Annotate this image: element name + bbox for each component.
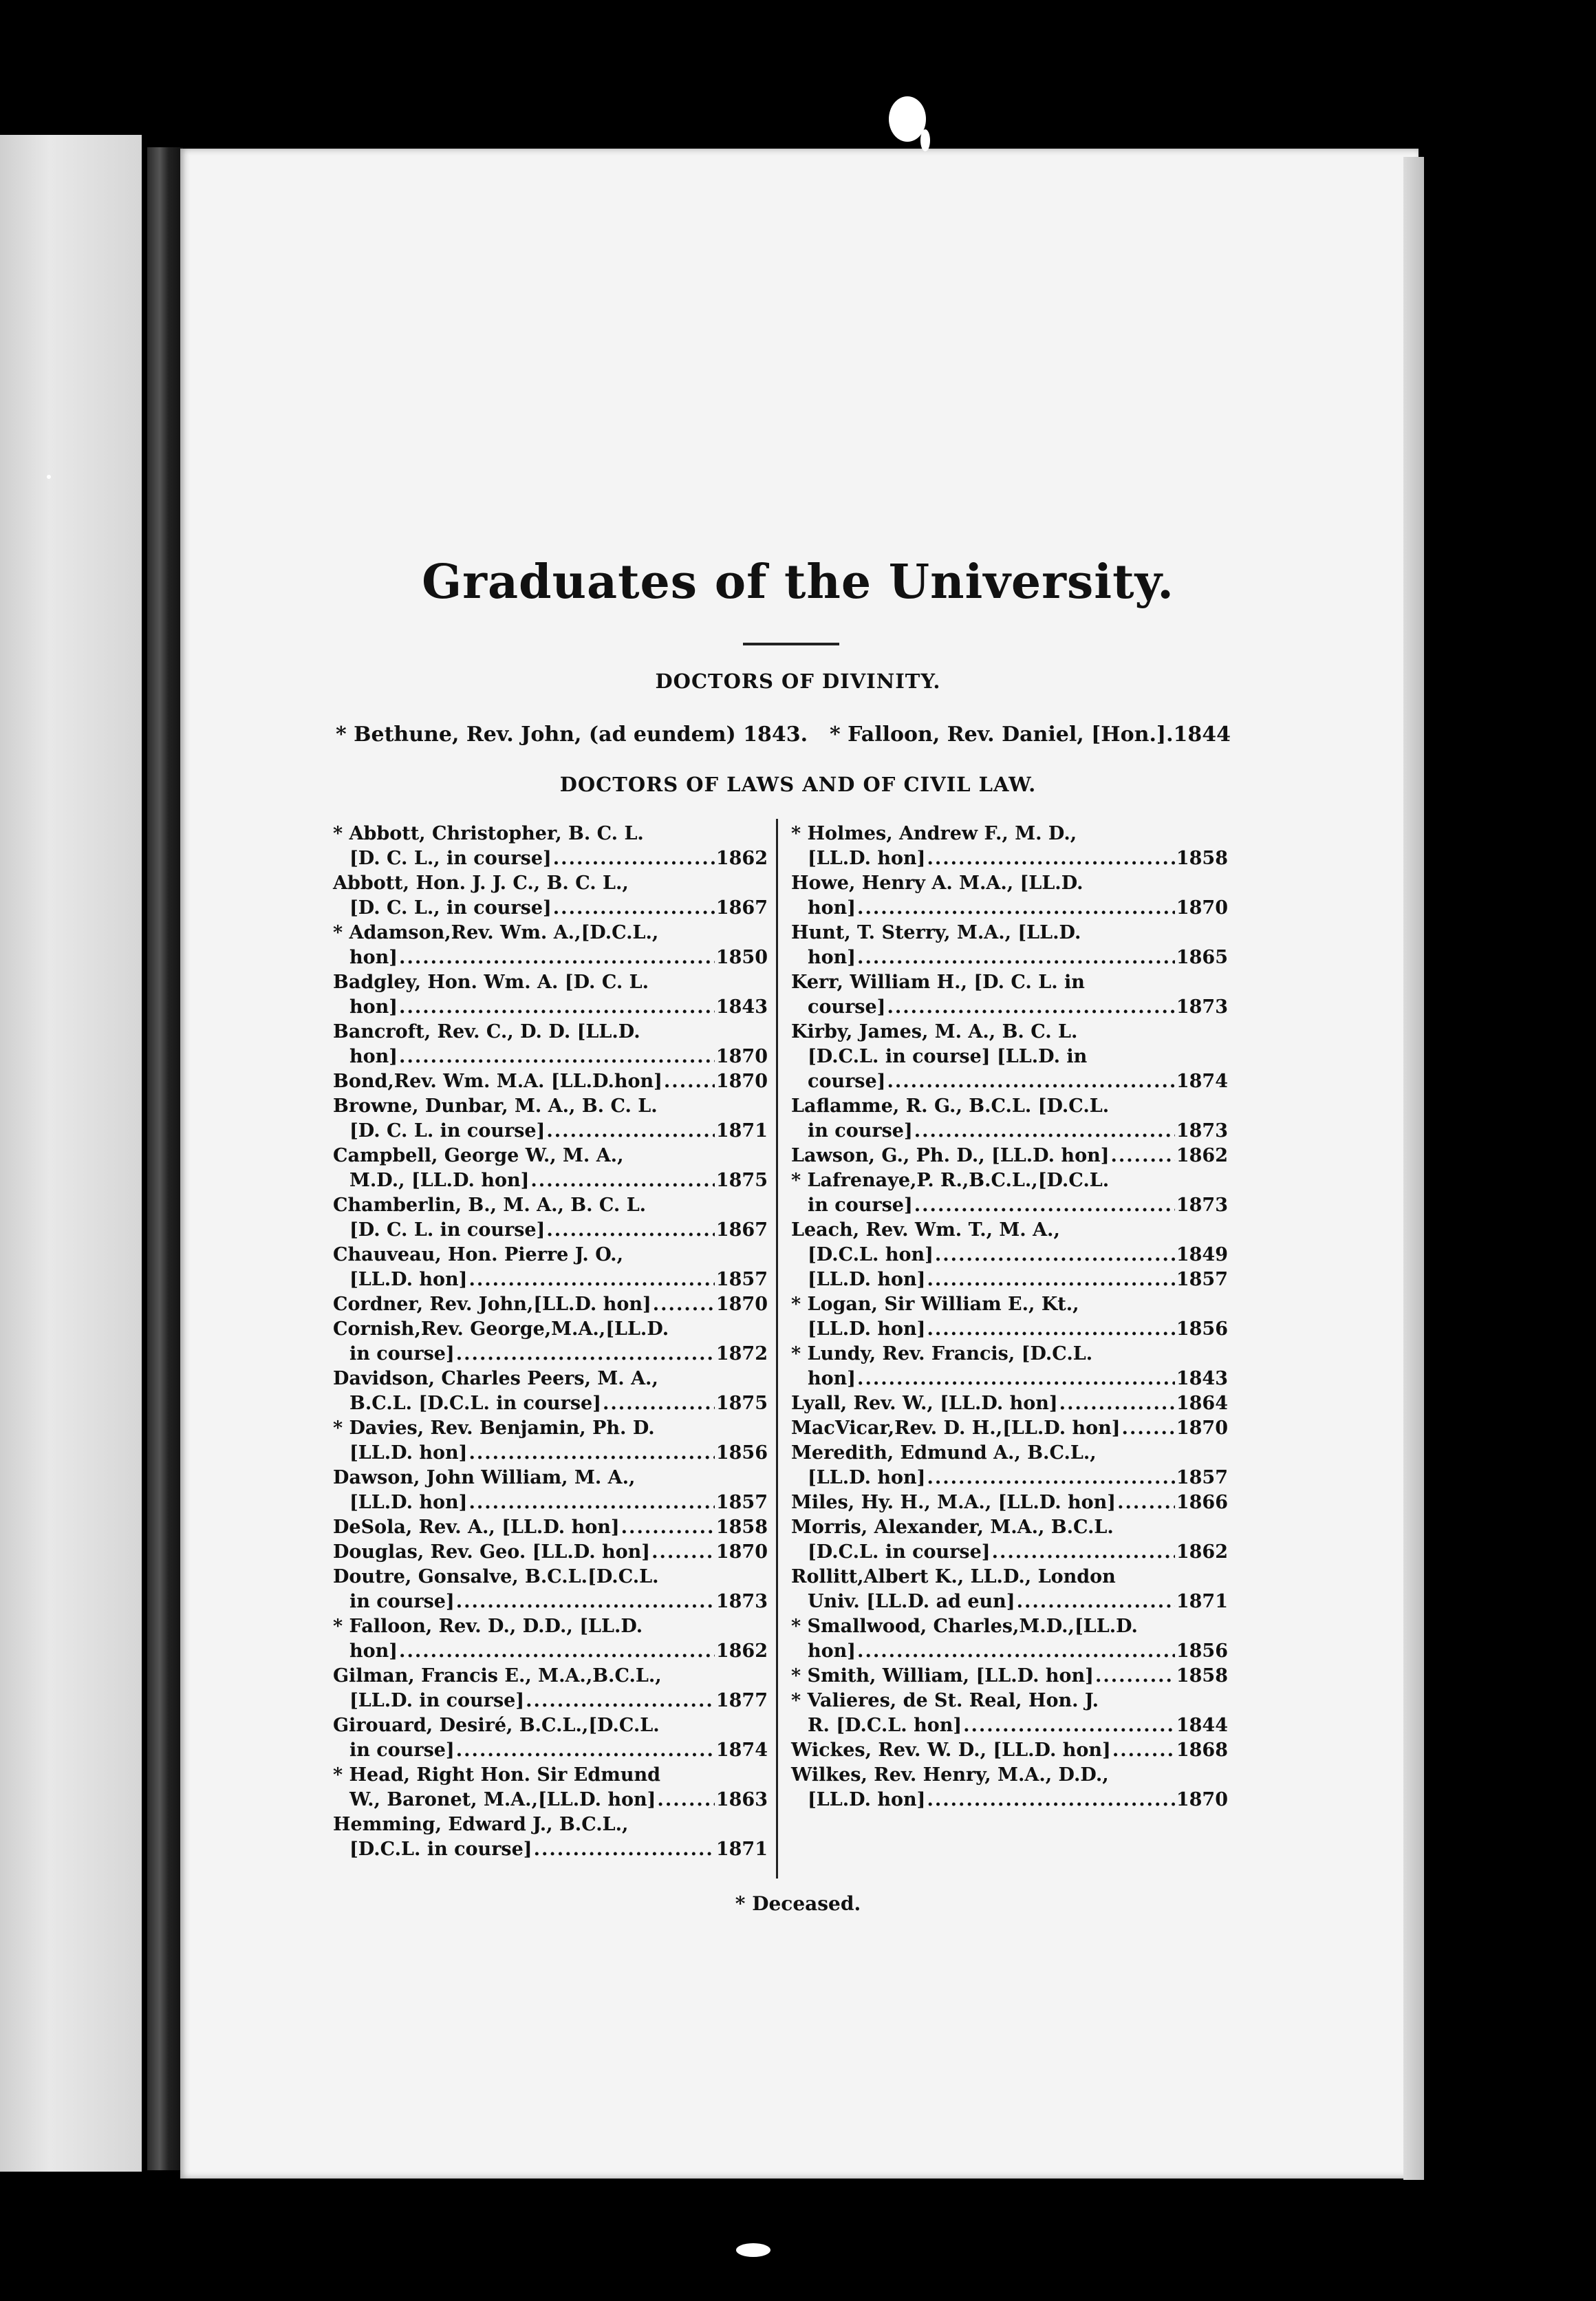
leader-dots [963,1713,1175,1738]
entry-year: 1867 [715,1219,768,1241]
entry-line [791,970,1228,995]
entry-year: 1873 [1176,996,1228,1018]
entry-text: * Holmes, Andrew F., M. D., [791,823,1077,844]
divinity-entry: * Bethune, Rev. John, (ad eundem) 1843. [336,723,808,747]
entry-text: [D.C.L. in course] [349,1839,532,1860]
entry-line [333,1267,768,1292]
entry-text: M.D., [LL.D. hon] [349,1170,530,1191]
entry-text: hon] [349,1640,398,1662]
entry-line [791,1738,1228,1763]
entry-text: Chauveau, Hon. Pierre J. O., [333,1244,623,1265]
entry-year: 1875 [715,1170,768,1191]
entry-text: hon] [808,1640,856,1662]
leader-dots [935,1243,1175,1267]
entry-year: 1871 [715,1839,768,1860]
entry-text: [LL.D. hon] [808,1318,926,1340]
entry-line [333,1590,768,1614]
entry-text: hon] [349,996,398,1018]
entry-year: 1862 [1176,1541,1228,1563]
leader-dots [399,995,715,1020]
leader-dots [534,1837,715,1862]
entry-line [333,1664,768,1689]
entry-text: * Smallwood, Charles,M.D.,[LL.D. [791,1616,1138,1637]
entry-line [333,1763,768,1788]
entry-line [791,1490,1228,1515]
entry-line [791,995,1228,1020]
entry-text: [D. C. L. in course] [349,1219,546,1241]
leader-dots [927,1788,1174,1812]
entry-line [333,1094,768,1119]
entry-year: 1856 [1176,1318,1228,1340]
entry-text: Morris, Alexander, M.A., B.C.L. [791,1517,1114,1538]
entry-text: hon] [808,897,856,919]
entry-line [791,1045,1228,1069]
entry-text: * Falloon, Rev. D., D.D., [LL.D. [333,1616,643,1637]
entry-line [333,822,768,846]
entry-year: 1871 [1176,1591,1228,1612]
entry-year: 1877 [715,1690,768,1711]
entry-year: 1862 [715,1640,768,1662]
entry-text: * Head, Right Hon. Sir Edmund [333,1764,660,1786]
entry-year: 1865 [1176,947,1228,968]
leader-dots [399,1045,715,1069]
entry-line [791,1119,1228,1144]
entry-line [791,1614,1228,1639]
entry-line [333,1713,768,1738]
leader-dots [456,1342,715,1367]
entry-line [333,1788,768,1812]
entry-line [333,1020,768,1045]
entry-text: R. [D.C.L. hon] [808,1715,962,1736]
entry-line [791,1590,1228,1614]
leader-dots [927,1317,1174,1342]
entry-year: 1872 [715,1343,768,1364]
entry-line [791,822,1228,846]
entry-line [791,1416,1228,1441]
leader-dots [653,1292,715,1317]
entry-line [333,1218,768,1243]
entry-text: [D.C.L. hon] [808,1244,934,1265]
entry-line [333,1069,768,1094]
scan-speck [920,129,930,151]
entry-line [791,1763,1228,1788]
leader-dots [468,1267,714,1292]
entry-year: 1875 [715,1393,768,1414]
entry-year: 1870 [715,1071,768,1092]
entry-line [333,1045,768,1069]
entry-line [333,1466,768,1490]
entry-year: 1856 [1176,1640,1228,1662]
entry-text: Douglas, Rev. Geo. [LL.D. hon] [333,1541,651,1563]
entry-text: Lyall, Rev. W., [LL.D. hon] [791,1393,1058,1414]
entry-year: 1873 [1176,1120,1228,1142]
entry-line [791,1317,1228,1342]
leader-dots [526,1689,715,1713]
entry-text: in course] [808,1120,913,1142]
leader-dots [1122,1416,1175,1441]
entry-line [333,1367,768,1391]
entry-line [333,1292,768,1317]
entry-text: Dawson, John William, M. A., [333,1467,636,1488]
entry-text: Hemming, Edward J., B.C.L., [333,1814,629,1835]
entry-year: 1866 [1176,1492,1228,1513]
entry-year: 1850 [715,947,768,968]
leader-dots [857,1367,1175,1391]
entry-text: * Abbott, Christopher, B. C. L. [333,823,644,844]
entry-year: 1856 [715,1442,768,1464]
entry-text: Laflamme, R. G., B.C.L. [D.C.L. [791,1095,1110,1117]
entry-year: 1874 [715,1740,768,1761]
entry-text: Abbott, Hon. J. J. C., B. C. L., [333,873,629,894]
section-heading-divinity: DOCTORS OF DIVINITY. [655,670,941,693]
entry-year: 1844 [1176,1715,1228,1736]
entry-line [791,1218,1228,1243]
entries-right-column [791,822,1228,1812]
entry-text: hon] [808,947,856,968]
entry-line [333,1168,768,1193]
entry-line [333,921,768,945]
leader-dots [1112,1738,1175,1763]
page-edge [1403,157,1424,2180]
entry-year: 1862 [715,848,768,869]
entry-text: * Davies, Rev. Benjamin, Ph. D. [333,1417,655,1439]
entry-year: 1870 [715,1294,768,1315]
previous-page-edge [0,135,142,2172]
entry-text: [LL.D. hon] [349,1442,468,1464]
entry-year: 1873 [715,1591,768,1612]
entry-line [791,1689,1228,1713]
entry-year: 1857 [715,1269,768,1290]
book-gutter [147,147,183,2170]
entry-year: 1843 [715,996,768,1018]
entry-year: 1857 [1176,1269,1228,1290]
leader-dots [456,1738,715,1763]
entry-line [791,1540,1228,1565]
scan-speck [47,475,51,479]
entry-text: in course] [349,1740,455,1761]
entry-line [333,1441,768,1466]
leader-dots [399,945,715,970]
entry-text: [LL.D. hon] [349,1269,468,1290]
entry-year: 1873 [1176,1195,1228,1216]
entry-year: 1870 [1176,1417,1228,1439]
entry-line [791,1713,1228,1738]
entry-text: Howe, Henry A. M.A., [LL.D. [791,873,1083,894]
entry-text: hon] [808,1368,856,1389]
leader-dots [887,995,1174,1020]
entry-line [791,945,1228,970]
entry-text: * Lundy, Rev. Francis, [D.C.L. [791,1343,1093,1364]
entry-text: in course] [808,1195,913,1216]
entry-text: Miles, Hy. H., M.A., [LL.D. hon] [791,1492,1117,1513]
entry-text: [LL.D. in course] [349,1690,525,1711]
entry-text: Kerr, William H., [D. C. L. in [791,972,1085,993]
entry-line [791,1788,1228,1812]
entry-year: 1858 [1176,1665,1228,1687]
entry-text: [D. C. L. in course] [349,1120,546,1142]
leader-dots [621,1515,715,1540]
divinity-entry: * Falloon, Rev. Daniel, [Hon.].1844 [830,723,1231,747]
entry-text: * Smith, William, [LL.D. hon] [791,1665,1094,1687]
entry-text: Chamberlin, B., M. A., B. C. L. [333,1195,647,1216]
entry-line [333,1639,768,1664]
leader-dots [553,846,715,871]
entry-year: 1870 [715,1046,768,1067]
entry-text: [LL.D. hon] [349,1492,468,1513]
entry-year: 1862 [1176,1145,1228,1166]
entry-text: Browne, Dunbar, M. A., B. C. L. [333,1095,658,1117]
entry-line [333,1391,768,1416]
entry-text: [LL.D. hon] [808,1789,926,1810]
entry-line [333,1565,768,1590]
entry-year: 1870 [1176,897,1228,919]
entry-text: Hunt, T. Sterry, M.A., [LL.D. [791,922,1081,943]
entry-text: Wilkes, Rev. Henry, M.A., D.D., [791,1764,1109,1786]
entry-text: Davidson, Charles Peers, M. A., [333,1368,658,1389]
entry-line [791,1342,1228,1367]
leader-dots [1017,1590,1175,1614]
entry-text: Girouard, Desiré, B.C.L.,[D.C.L. [333,1715,660,1736]
entry-line [333,1540,768,1565]
entry-line [791,1664,1228,1689]
entry-year: 1871 [715,1120,768,1142]
entry-text: hon] [349,947,398,968]
entry-year: 1864 [1176,1393,1228,1414]
leader-dots [399,1639,715,1664]
leader-dots [914,1119,1175,1144]
entry-line [333,970,768,995]
entry-text: [D.C.L. in course] [808,1541,991,1563]
entry-line [333,871,768,896]
entry-text: Wickes, Rev. W. D., [LL.D. hon] [791,1740,1111,1761]
entry-text: Lawson, G., Ph. D., [LL.D. hon] [791,1145,1110,1166]
leader-dots [546,1218,714,1243]
entry-line [333,1416,768,1441]
leader-dots [992,1540,1175,1565]
leader-dots [927,1267,1174,1292]
leader-dots [857,945,1175,970]
leader-dots [456,1590,715,1614]
entry-text: * Adamson,Rev. Wm. A.,[D.C.L., [333,922,659,943]
entry-text: [D. C. L., in course] [349,848,552,869]
entry-text: B.C.L. [D.C.L. in course] [349,1393,601,1414]
entry-line [791,1094,1228,1119]
entry-year: 1863 [715,1789,768,1810]
entry-text: [D. C. L., in course] [349,897,552,919]
entry-text: Campbell, George W., M. A., [333,1145,624,1166]
entry-year: 1868 [1176,1740,1228,1761]
column-divider [776,819,778,1879]
entry-text: MacVicar,Rev. D. H.,[LL.D. hon] [791,1417,1121,1439]
entry-year: 1870 [1176,1789,1228,1810]
entry-line [791,1144,1228,1168]
entry-text: * Lafrenaye,P. R.,B.C.L.,[D.C.L. [791,1170,1110,1191]
entry-line [333,1193,768,1218]
entry-year: 1858 [715,1517,768,1538]
entry-text: Leach, Rev. Wm. T., M. A., [791,1219,1060,1241]
entry-line [333,995,768,1020]
leader-dots [1117,1490,1175,1515]
leader-dots [927,846,1174,871]
leader-dots [553,896,715,921]
entry-text: course] [808,1071,886,1092]
entry-year: 1867 [715,897,768,919]
entry-line [333,1812,768,1837]
entry-line [333,1342,768,1367]
entry-line [333,1119,768,1144]
entry-line [791,846,1228,871]
title-rule [743,643,839,645]
entry-line [791,1069,1228,1094]
entry-line [791,1515,1228,1540]
entry-text: Bancroft, Rev. C., D. D. [LL.D. [333,1021,640,1042]
entry-line [791,1466,1228,1490]
scan-speck [736,2243,770,2257]
entry-line [791,1639,1228,1664]
entry-line [333,1689,768,1713]
entry-text: [LL.D. hon] [808,1467,926,1488]
entry-line [333,1837,768,1862]
entry-text: Univ. [LL.D. ad eun] [808,1591,1015,1612]
leader-dots [887,1069,1174,1094]
entry-text: Doutre, Gonsalve, B.C.L.[D.C.L. [333,1566,659,1587]
entry-line [333,1738,768,1763]
entry-line [791,1565,1228,1590]
entry-year: 1843 [1176,1368,1228,1389]
leader-dots [857,896,1175,921]
entry-line [333,945,768,970]
entry-text: in course] [349,1591,455,1612]
leader-dots [468,1490,714,1515]
leader-dots [1110,1144,1174,1168]
entry-line [791,871,1228,896]
section-heading-laws: DOCTORS OF LAWS AND OF CIVIL LAW. [559,773,1037,796]
entry-line [333,896,768,921]
leader-dots [857,1639,1175,1664]
leader-dots [468,1441,714,1466]
entry-text: [LL.D. hon] [808,848,926,869]
entry-text: Badgley, Hon. Wm. A. [D. C. L. [333,972,649,993]
leader-dots [927,1466,1174,1490]
page-title: Graduates of the University. [422,555,1174,610]
entry-line [791,1292,1228,1317]
leader-dots [530,1168,714,1193]
leader-dots [651,1540,715,1565]
entry-text: Cordner, Rev. John,[LL.D. hon] [333,1294,651,1315]
entry-line [333,1614,768,1639]
entry-line [791,1391,1228,1416]
entry-year: 1849 [1176,1244,1228,1265]
entry-line [791,1267,1228,1292]
leader-dots [1059,1391,1175,1416]
leader-dots [546,1119,714,1144]
entry-year: 1857 [1176,1467,1228,1488]
leader-dots [657,1788,714,1812]
entry-line [333,1317,768,1342]
entry-text: DeSola, Rev. A., [LL.D. hon] [333,1517,620,1538]
entry-text: Meredith, Edmund A., B.C.L., [791,1442,1097,1464]
entry-text: [D.C.L. in course] [LL.D. in [808,1046,1088,1067]
entry-text: * Valieres, de St. Real, Hon. J. [791,1690,1099,1711]
entry-text: Bond,Rev. Wm. M.A. [LL.D.hon] [333,1071,662,1092]
entry-line [791,1441,1228,1466]
entry-line [791,1168,1228,1193]
entry-line [791,921,1228,945]
leader-dots [1095,1664,1175,1689]
entry-line [333,1490,768,1515]
entry-line [791,896,1228,921]
entry-line [791,1020,1228,1045]
leader-dots [914,1193,1175,1218]
entry-year: 1857 [715,1492,768,1513]
entry-line [333,1243,768,1267]
entry-line [333,1144,768,1168]
entry-line [791,1243,1228,1267]
entry-text: Gilman, Francis E., M.A.,B.C.L., [333,1665,662,1687]
entries-left-column [333,822,768,1862]
leader-dots [664,1069,715,1094]
entry-year: 1874 [1176,1071,1228,1092]
leader-dots [603,1391,715,1416]
entry-text: Cornish,Rev. George,M.A.,[LL.D. [333,1318,669,1340]
entry-line [333,846,768,871]
entry-text: hon] [349,1046,398,1067]
entry-line [333,1515,768,1540]
entry-text: [LL.D. hon] [808,1269,926,1290]
entry-text: * Logan, Sir William E., Kt., [791,1294,1079,1315]
entry-line [791,1367,1228,1391]
footnote: * Deceased. [735,1892,861,1915]
entry-year: 1858 [1176,848,1228,869]
entry-text: Rollitt,Albert K., LL.D., London [791,1566,1116,1587]
entry-line [791,1193,1228,1218]
entry-text: Kirby, James, M. A., B. C. L. [791,1021,1078,1042]
entry-text: W., Baronet, M.A.,[LL.D. hon] [349,1789,656,1810]
entry-text: in course] [349,1343,455,1364]
entry-year: 1870 [715,1541,768,1563]
entry-text: course] [808,996,886,1018]
